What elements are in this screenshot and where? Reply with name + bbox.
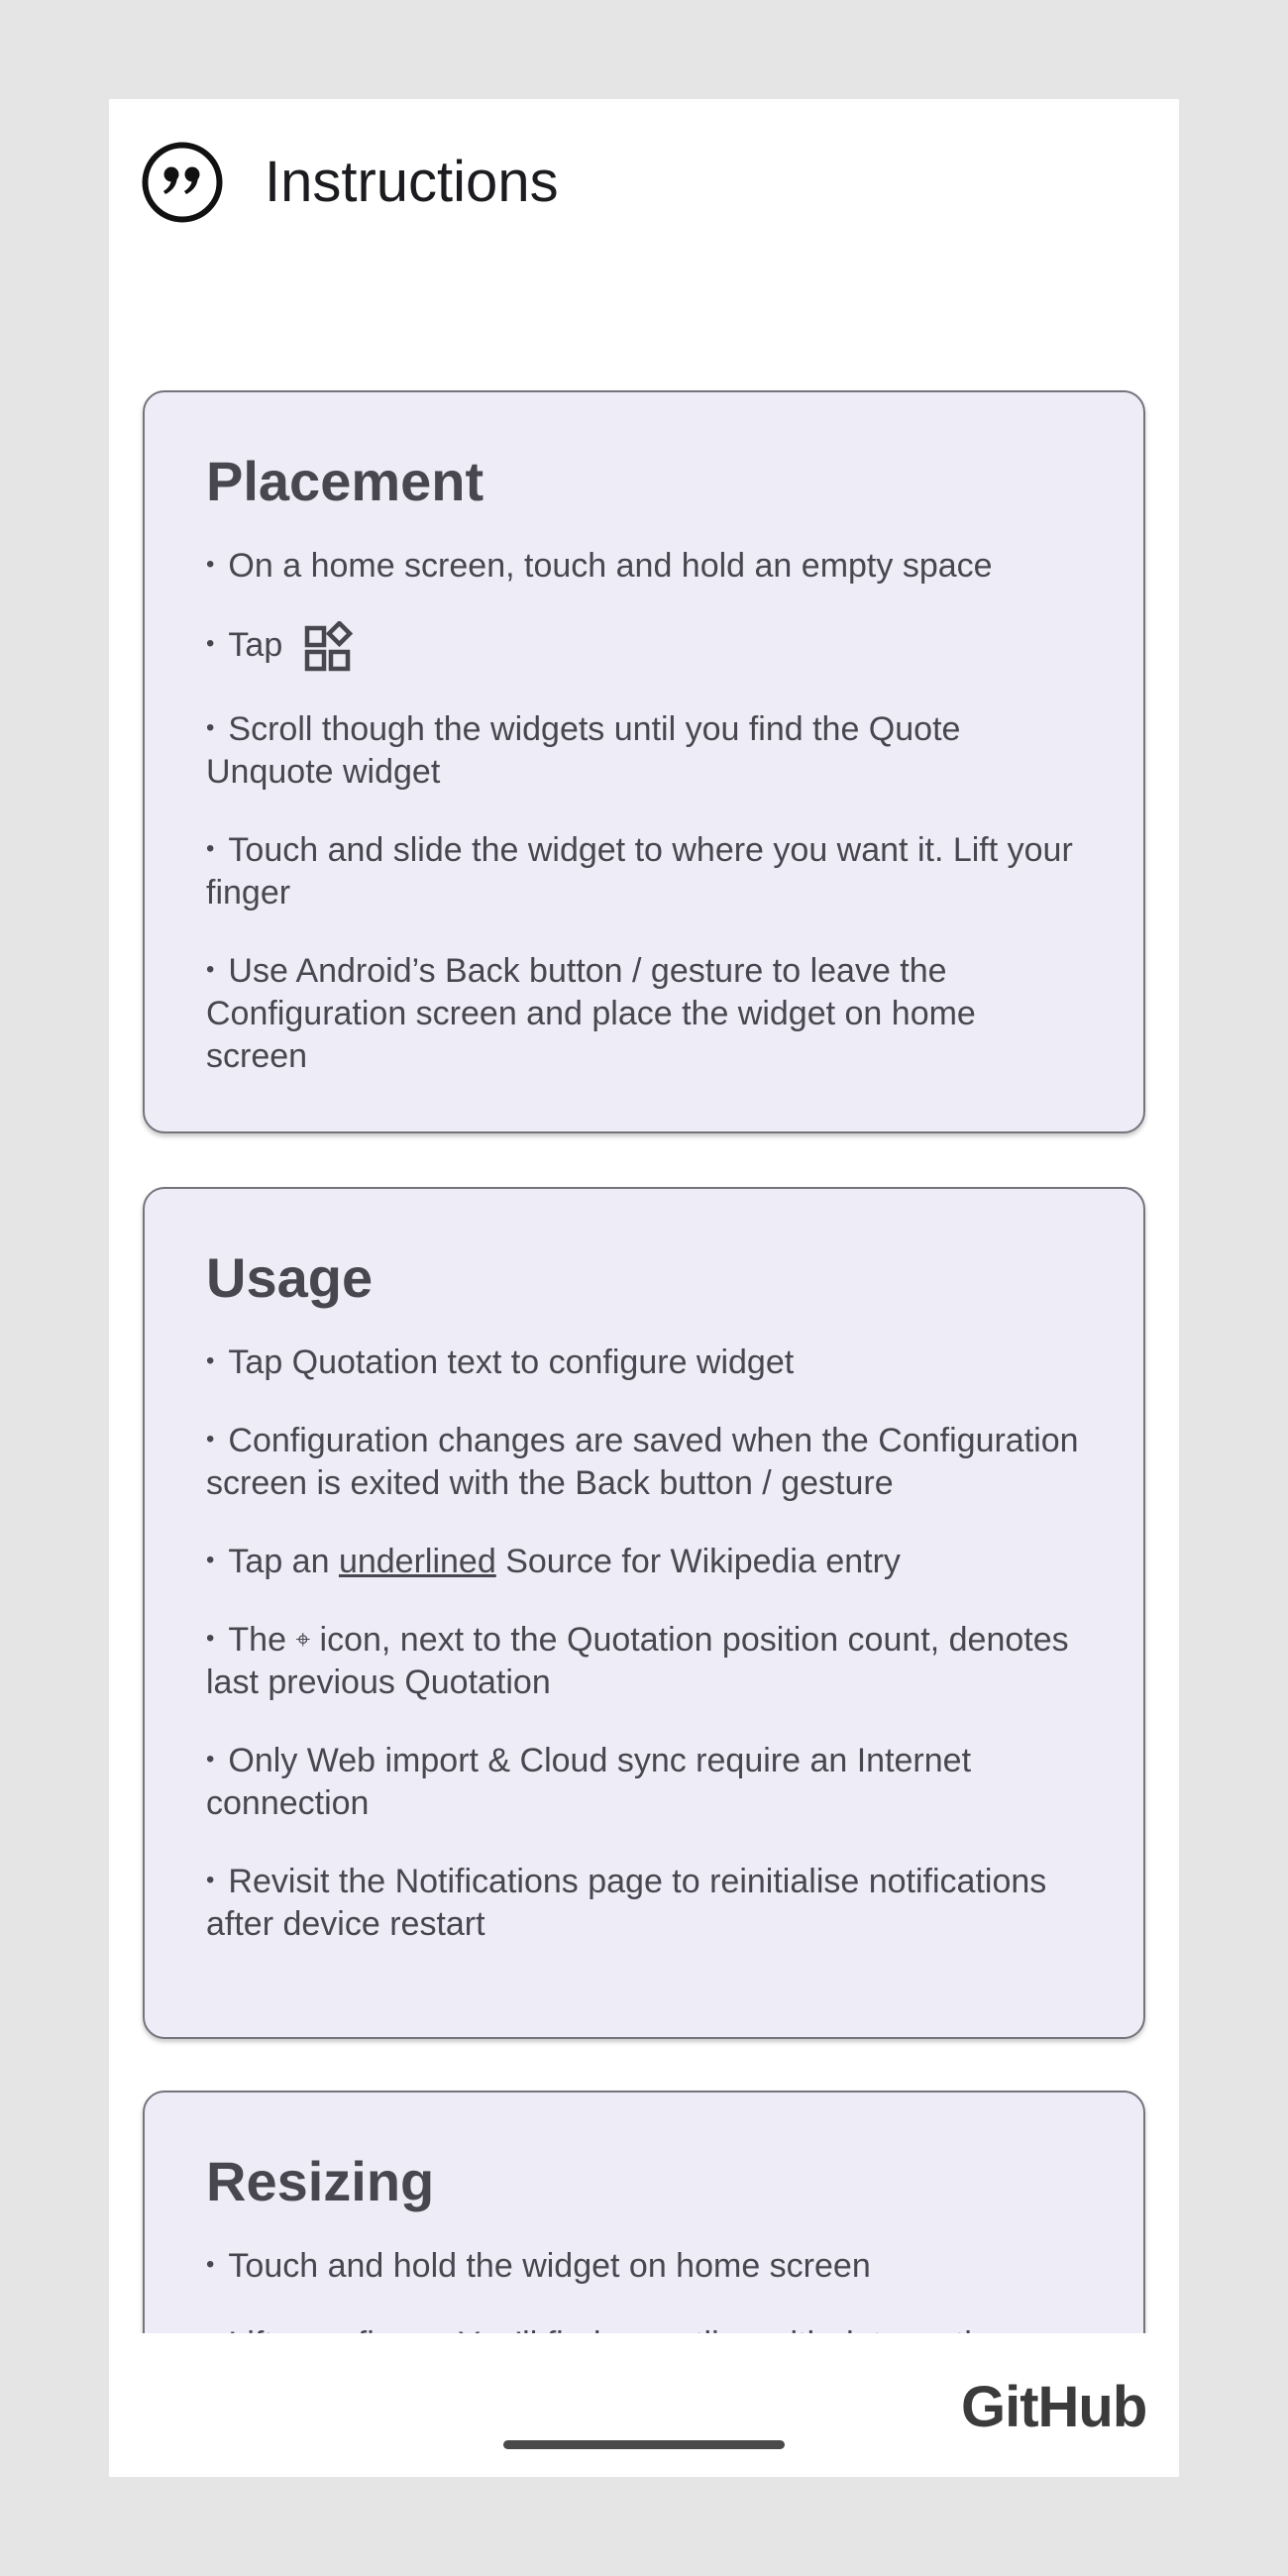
list-item: • Configuration changes are saved when the Configuration screen is exited with the Back button / gesture <box>206 1422 1079 1503</box>
widgets-icon <box>304 621 356 673</box>
list-item: • Scroll though the widgets until you find the Quote Unquote widget <box>206 710 961 792</box>
list-item: • Use Android’s Back button / gesture to leave the Configuration screen and place the widget on home screen <box>206 952 976 1076</box>
underlined-source-example: underlined <box>338 1543 496 1581</box>
card-title: Resizing <box>206 2150 435 2212</box>
list-item: • The ⌖ icon, next to the Quotation position count, denotes last previous Quotation <box>206 1621 1069 1702</box>
list-item: • Tap an underlined Source for Wikipedia entry <box>206 1543 901 1581</box>
list-item: • Revisit the Notifications page to reinitialise notifications after device restart <box>206 1863 1047 1944</box>
list-item: • Touch and slide the widget to where you want it. Lift your finger <box>206 831 1073 912</box>
quote-icon <box>141 141 224 224</box>
placement-card <box>143 390 1145 1133</box>
crosshair-icon: ⌖ <box>295 1624 311 1655</box>
gesture-nav-bar[interactable] <box>503 2440 785 2449</box>
list-item: • Tap <box>206 621 1082 673</box>
list-item: • Tap Quotation text to configure widget <box>206 1343 795 1382</box>
card-title: Usage <box>206 1246 374 1309</box>
list-item: • Touch and hold the widget on home screen <box>206 2247 871 2286</box>
footer <box>109 2333 1179 2477</box>
github-link[interactable]: GitHub <box>961 2375 1147 2439</box>
list-item: • On a home screen, touch and hold an empty space <box>206 547 993 586</box>
usage-card <box>143 1187 1145 2039</box>
list-item: • Only Web import & Cloud sync require an Internet connection <box>206 1742 972 1823</box>
card-title: Placement <box>206 450 484 512</box>
screen <box>109 99 1179 2477</box>
instructions-list[interactable] <box>109 287 1179 2432</box>
app-header <box>109 99 1179 287</box>
page-title: Instructions <box>265 150 559 214</box>
